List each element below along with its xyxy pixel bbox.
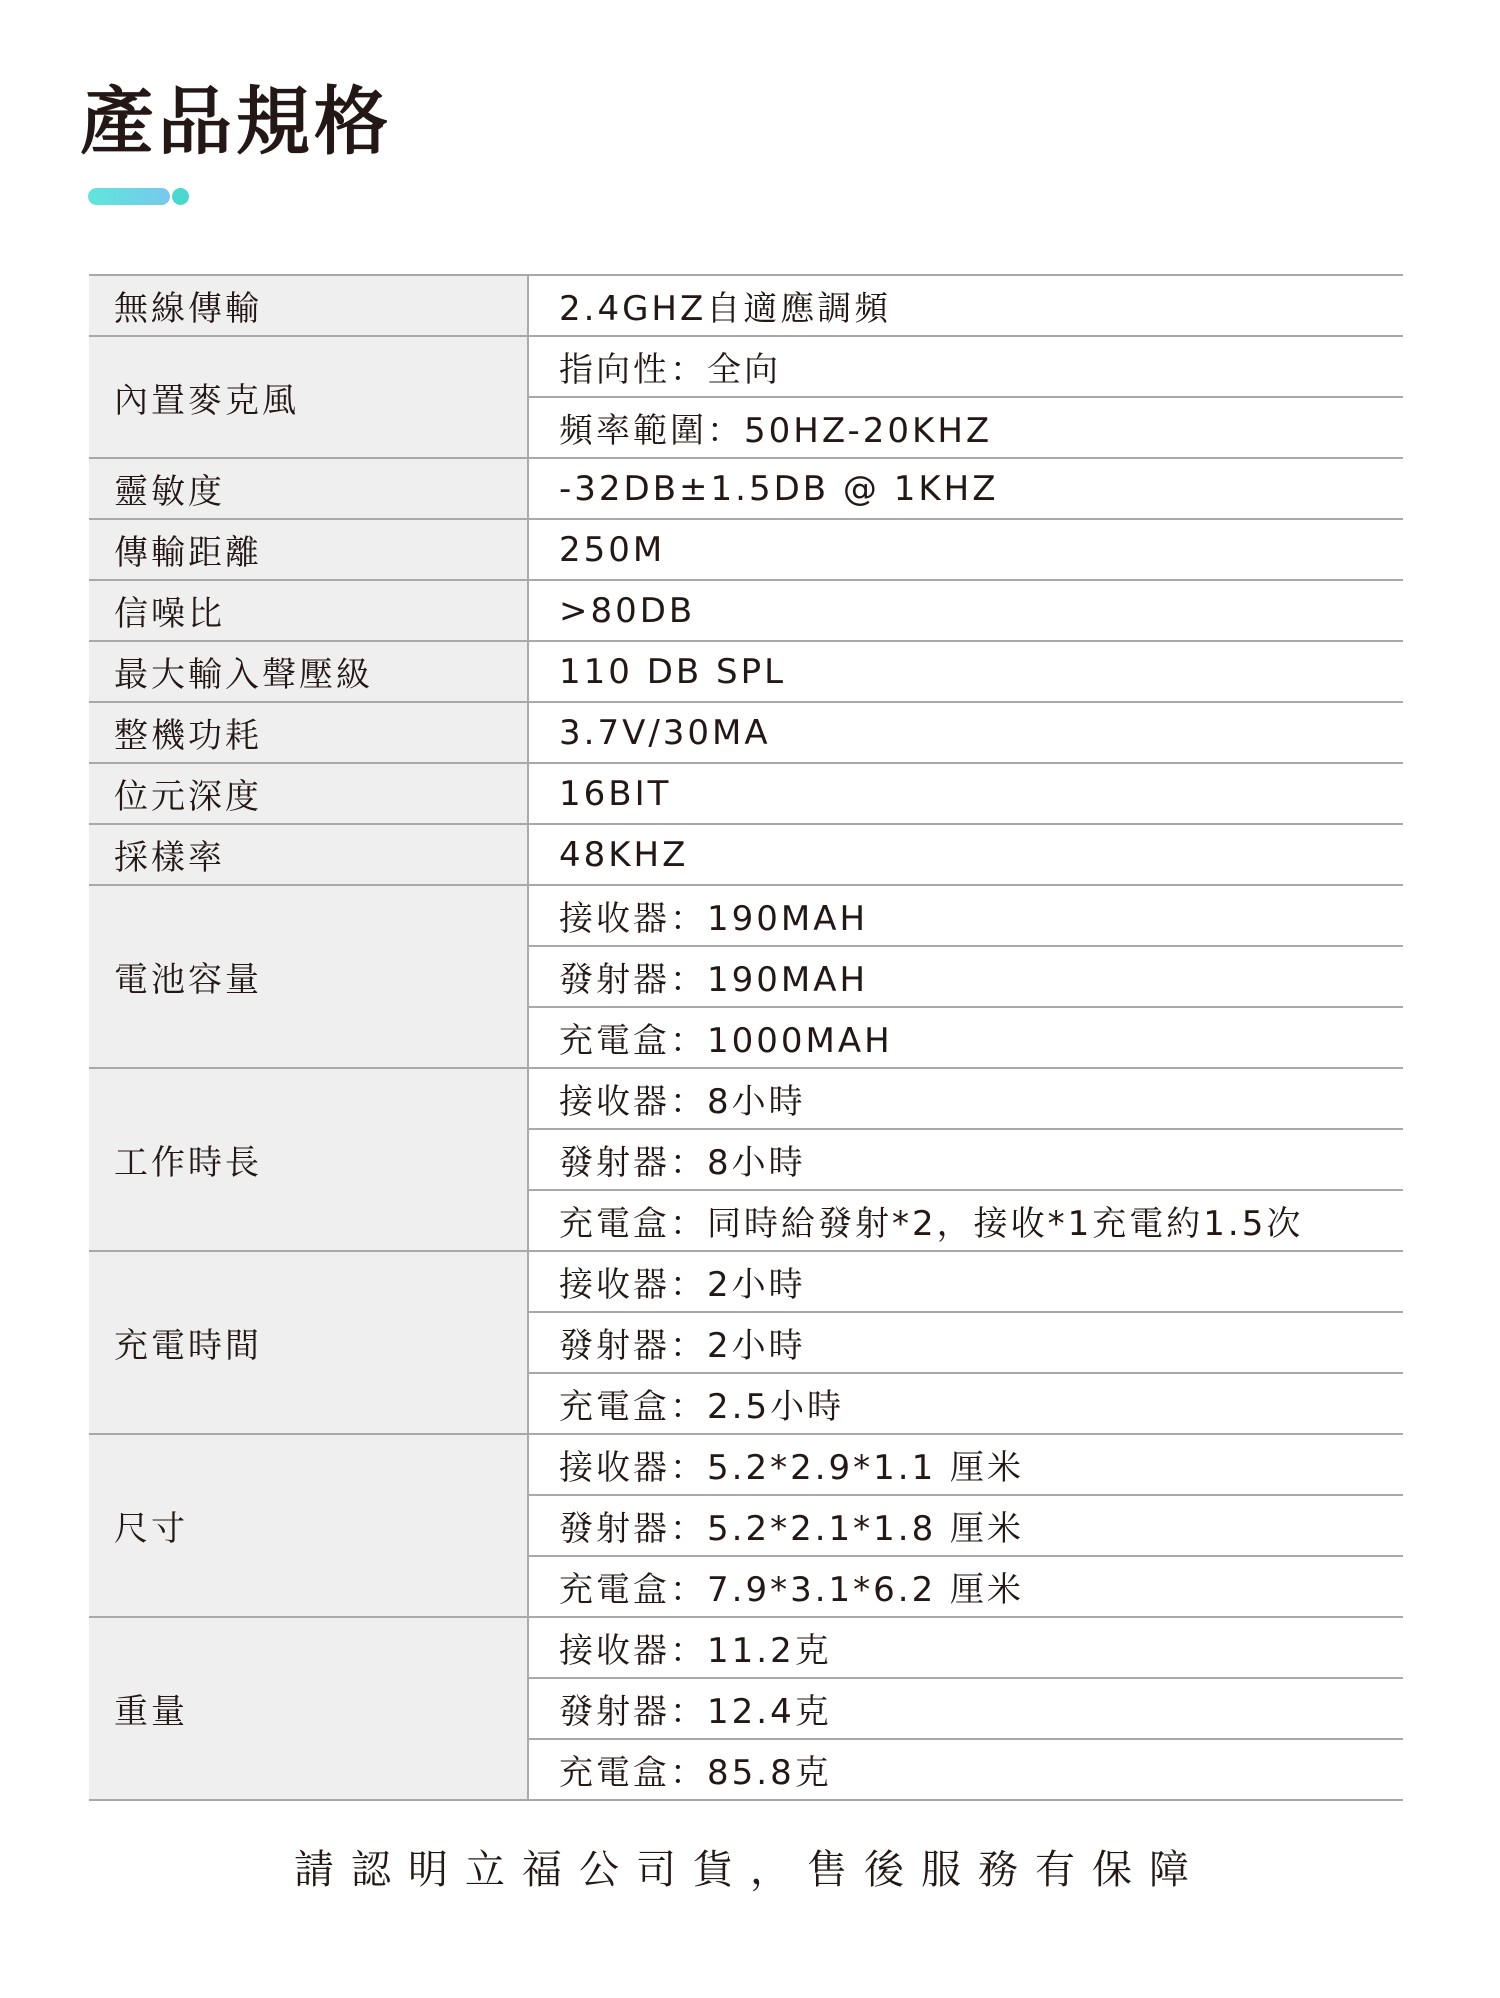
spec-value: 發射器：12.4克 — [528, 1678, 1403, 1739]
table-row — [89, 336, 1403, 397]
spec-value: 2.4GHZ自適應調頻 — [528, 275, 1403, 336]
accent-bar — [88, 188, 170, 205]
spec-label: 充電時間 — [89, 1251, 528, 1434]
table-row — [89, 1251, 1403, 1312]
table-row — [89, 824, 1403, 885]
spec-label: 靈敏度 — [89, 458, 528, 519]
spec-value: 充電盒：7.9*3.1*6.2 厘米 — [528, 1556, 1403, 1617]
table-row — [89, 275, 1403, 336]
table-row — [89, 1434, 1403, 1495]
spec-label: 重量 — [89, 1617, 528, 1800]
spec-value: 48KHZ — [528, 824, 1403, 885]
spec-label: 最大輸入聲壓級 — [89, 641, 528, 702]
spec-value: 充電盒：1000MAH — [528, 1007, 1403, 1068]
spec-label: 採樣率 — [89, 824, 528, 885]
table-row — [89, 641, 1403, 702]
spec-value: 接收器：190MAH — [528, 885, 1403, 946]
spec-label: 位元深度 — [89, 763, 528, 824]
spec-value: 發射器：5.2*2.1*1.8 厘米 — [528, 1495, 1403, 1556]
spec-value: 發射器：8小時 — [528, 1129, 1403, 1190]
spec-value: 發射器：2小時 — [528, 1312, 1403, 1373]
spec-label: 內置麥克風 — [89, 336, 528, 458]
table-row — [89, 702, 1403, 763]
spec-value: 充電盒：85.8克 — [528, 1739, 1403, 1800]
spec-value: 3.7V/30MA — [528, 702, 1403, 763]
spec-label: 電池容量 — [89, 885, 528, 1068]
table-row — [89, 1617, 1403, 1678]
spec-value: 頻率範圍：50HZ-20KHZ — [528, 397, 1403, 458]
spec-value: 110 DB SPL — [528, 641, 1403, 702]
page-title: 產品規格 — [80, 79, 392, 165]
table-row — [89, 580, 1403, 641]
spec-value: 充電盒：2.5小時 — [528, 1373, 1403, 1434]
spec-table — [89, 274, 1403, 1801]
table-row — [89, 519, 1403, 580]
spec-value: 16BIT — [528, 763, 1403, 824]
spec-label: 傳輸距離 — [89, 519, 528, 580]
spec-value: 發射器：190MAH — [528, 946, 1403, 1007]
spec-label: 工作時長 — [89, 1068, 528, 1251]
authenticity-notice: 請認明立福公司貨，售後服務有保障 — [294, 1847, 1206, 1893]
spec-value: 接收器：8小時 — [528, 1068, 1403, 1129]
spec-value: >80DB — [528, 580, 1403, 641]
spec-value: 接收器：11.2克 — [528, 1617, 1403, 1678]
spec-label: 整機功耗 — [89, 702, 528, 763]
table-row — [89, 885, 1403, 946]
spec-value: -32DB±1.5DB @ 1KHZ — [528, 458, 1403, 519]
spec-value: 接收器：2小時 — [528, 1251, 1403, 1312]
spec-value: 充電盒：同時給發射*2，接收*1充電約1.5次 — [528, 1190, 1403, 1251]
table-row — [89, 458, 1403, 519]
accent-dot — [172, 188, 189, 205]
table-row — [89, 763, 1403, 824]
spec-label: 尺寸 — [89, 1434, 528, 1617]
spec-label: 無線傳輸 — [89, 275, 528, 336]
spec-value: 指向性：全向 — [528, 336, 1403, 397]
spec-value: 250M — [528, 519, 1403, 580]
table-row — [89, 1068, 1403, 1129]
spec-label: 信噪比 — [89, 580, 528, 641]
spec-value: 接收器：5.2*2.9*1.1 厘米 — [528, 1434, 1403, 1495]
